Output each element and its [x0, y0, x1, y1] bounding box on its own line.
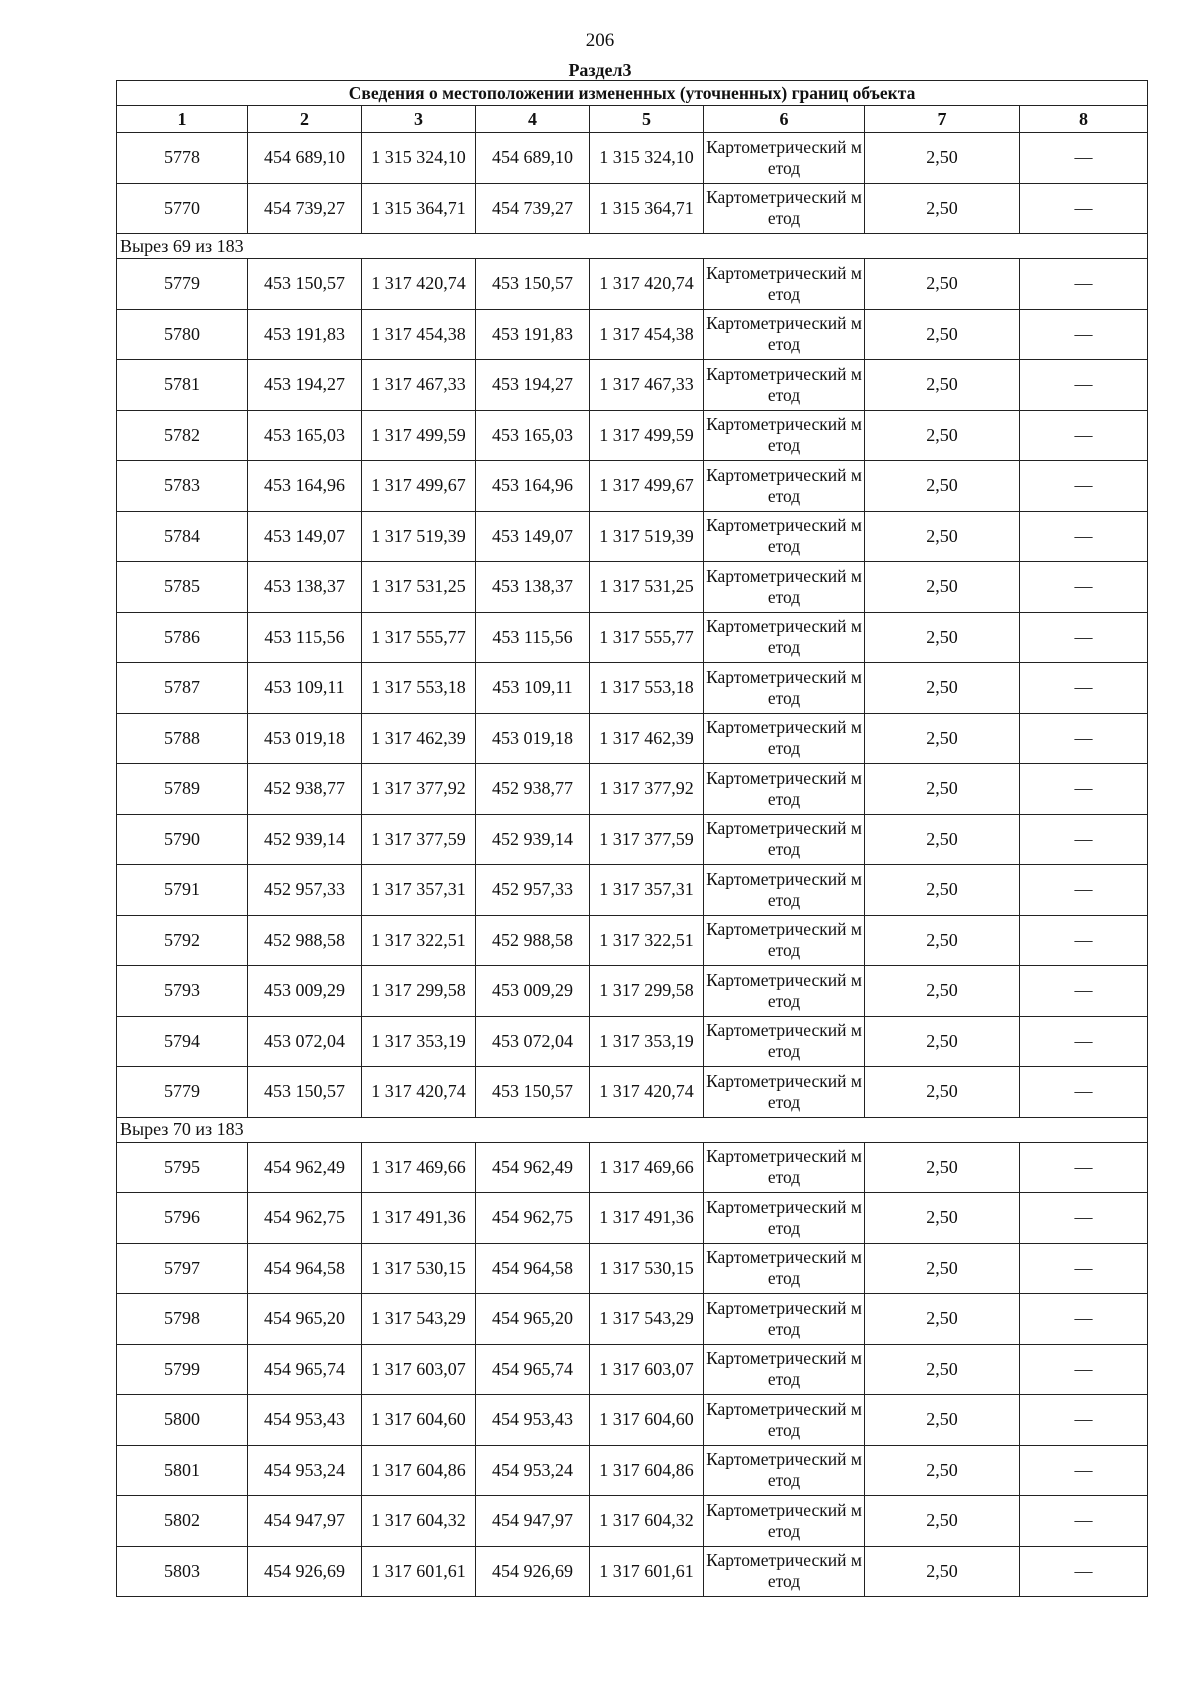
point-number-cell: 5779 [117, 259, 248, 310]
point-number-cell: 5785 [117, 562, 248, 613]
method-cell: Картометрический метод [704, 360, 865, 411]
x-new-cell: 454 953,24 [476, 1445, 590, 1496]
x-new-cell: 453 009,29 [476, 966, 590, 1017]
x-old-cell: 452 938,77 [248, 764, 362, 815]
method-cell: Картометрический метод [704, 133, 865, 184]
x-old-cell: 453 149,07 [248, 511, 362, 562]
accuracy-cell: 2,50 [865, 1067, 1020, 1118]
description-cell: — [1020, 713, 1148, 764]
description-cell: — [1020, 1067, 1148, 1118]
description-cell: — [1020, 814, 1148, 865]
y-old-cell: 1 315 364,71 [362, 183, 476, 234]
y-new-cell: 1 317 357,31 [590, 865, 704, 916]
x-old-cell: 454 953,43 [248, 1395, 362, 1446]
accuracy-cell: 2,50 [865, 133, 1020, 184]
page-number: 206 [585, 30, 615, 51]
table-row [117, 461, 1148, 512]
x-new-cell: 454 739,27 [476, 183, 590, 234]
accuracy-cell: 2,50 [865, 814, 1020, 865]
point-number-cell: 5799 [117, 1344, 248, 1395]
y-new-cell: 1 315 364,71 [590, 183, 704, 234]
x-old-cell: 454 739,27 [248, 183, 362, 234]
x-new-cell: 453 150,57 [476, 1067, 590, 1118]
method-cell: Картометрический метод [704, 259, 865, 310]
table-row [117, 1142, 1148, 1193]
table-row [117, 1445, 1148, 1496]
y-new-cell: 1 317 454,38 [590, 309, 704, 360]
method-cell: Картометрический метод [704, 1546, 865, 1597]
method-cell: Картометрический метод [704, 1496, 865, 1547]
x-new-cell: 453 109,11 [476, 663, 590, 714]
accuracy-cell: 2,50 [865, 764, 1020, 815]
x-new-cell: 452 938,77 [476, 764, 590, 815]
column-header: 7 [865, 106, 1020, 133]
description-cell: — [1020, 309, 1148, 360]
column-header: 3 [362, 106, 476, 133]
y-new-cell: 1 317 420,74 [590, 259, 704, 310]
method-cell: Картометрический метод [704, 915, 865, 966]
x-new-cell: 453 115,56 [476, 612, 590, 663]
y-old-cell: 1 317 377,92 [362, 764, 476, 815]
description-cell: — [1020, 562, 1148, 613]
method-cell: Картометрический метод [704, 1344, 865, 1395]
description-cell: — [1020, 360, 1148, 411]
x-old-cell: 454 965,74 [248, 1344, 362, 1395]
y-old-cell: 1 317 454,38 [362, 309, 476, 360]
point-number-cell: 5780 [117, 309, 248, 360]
method-cell: Картометрический метод [704, 1243, 865, 1294]
column-header: 6 [704, 106, 865, 133]
description-cell: — [1020, 663, 1148, 714]
accuracy-cell: 2,50 [865, 360, 1020, 411]
y-old-cell: 1 317 604,60 [362, 1395, 476, 1446]
point-number-cell: 5803 [117, 1546, 248, 1597]
accuracy-cell: 2,50 [865, 1142, 1020, 1193]
method-cell: Картометрический метод [704, 1395, 865, 1446]
point-number-cell: 5802 [117, 1496, 248, 1547]
point-number-cell: 5789 [117, 764, 248, 815]
method-cell: Картометрический метод [704, 713, 865, 764]
accuracy-cell: 2,50 [865, 1496, 1020, 1547]
x-new-cell: 453 019,18 [476, 713, 590, 764]
accuracy-cell: 2,50 [865, 183, 1020, 234]
method-cell: Картометрический метод [704, 1142, 865, 1193]
x-new-cell: 453 194,27 [476, 360, 590, 411]
accuracy-cell: 2,50 [865, 410, 1020, 461]
method-cell: Картометрический метод [704, 1016, 865, 1067]
y-new-cell: 1 317 601,61 [590, 1546, 704, 1597]
method-cell: Картометрический метод [704, 1445, 865, 1496]
table-row [117, 309, 1148, 360]
y-old-cell: 1 315 324,10 [362, 133, 476, 184]
table-row [117, 1067, 1148, 1118]
x-old-cell: 453 164,96 [248, 461, 362, 512]
method-cell: Картометрический метод [704, 612, 865, 663]
x-new-cell: 453 164,96 [476, 461, 590, 512]
table-row [117, 1294, 1148, 1345]
x-old-cell: 453 109,11 [248, 663, 362, 714]
y-new-cell: 1 315 324,10 [590, 133, 704, 184]
point-number-cell: 5800 [117, 1395, 248, 1446]
accuracy-cell: 2,50 [865, 309, 1020, 360]
y-new-cell: 1 317 299,58 [590, 966, 704, 1017]
y-new-cell: 1 317 499,59 [590, 410, 704, 461]
x-new-cell: 454 962,75 [476, 1193, 590, 1244]
accuracy-cell: 2,50 [865, 663, 1020, 714]
point-number-cell: 5788 [117, 713, 248, 764]
point-number-cell: 5770 [117, 183, 248, 234]
method-cell: Картометрический метод [704, 966, 865, 1017]
accuracy-cell: 2,50 [865, 1243, 1020, 1294]
point-number-cell: 5791 [117, 865, 248, 916]
table-row [117, 183, 1148, 234]
point-number-cell: 5786 [117, 612, 248, 663]
x-new-cell: 454 965,74 [476, 1344, 590, 1395]
y-old-cell: 1 317 357,31 [362, 865, 476, 916]
boundary-coordinates-table [116, 80, 1148, 1597]
method-cell: Картометрический метод [704, 183, 865, 234]
table-row [117, 663, 1148, 714]
table-row [117, 1344, 1148, 1395]
x-new-cell: 452 939,14 [476, 814, 590, 865]
table-row [117, 1193, 1148, 1244]
description-cell: — [1020, 1546, 1148, 1597]
point-number-cell: 5783 [117, 461, 248, 512]
y-old-cell: 1 317 322,51 [362, 915, 476, 966]
accuracy-cell: 2,50 [865, 1395, 1020, 1446]
y-old-cell: 1 317 469,66 [362, 1142, 476, 1193]
column-header: 5 [590, 106, 704, 133]
y-old-cell: 1 317 462,39 [362, 713, 476, 764]
x-old-cell: 454 964,58 [248, 1243, 362, 1294]
y-new-cell: 1 317 530,15 [590, 1243, 704, 1294]
y-old-cell: 1 317 467,33 [362, 360, 476, 411]
description-cell: — [1020, 259, 1148, 310]
y-old-cell: 1 317 601,61 [362, 1546, 476, 1597]
description-cell: — [1020, 1496, 1148, 1547]
table-row [117, 410, 1148, 461]
method-cell: Картометрический метод [704, 1294, 865, 1345]
table-row [117, 360, 1148, 411]
column-header: 1 [117, 106, 248, 133]
point-number-cell: 5778 [117, 133, 248, 184]
point-number-cell: 5790 [117, 814, 248, 865]
x-new-cell: 453 150,57 [476, 259, 590, 310]
group-row [117, 1117, 1148, 1142]
group-label: Вырез 70 из 183 [117, 1117, 1148, 1142]
table-row [117, 511, 1148, 562]
accuracy-cell: 2,50 [865, 966, 1020, 1017]
accuracy-cell: 2,50 [865, 461, 1020, 512]
x-new-cell: 453 138,37 [476, 562, 590, 613]
point-number-cell: 5787 [117, 663, 248, 714]
y-old-cell: 1 317 531,25 [362, 562, 476, 613]
method-cell: Картометрический метод [704, 410, 865, 461]
x-new-cell: 454 947,97 [476, 1496, 590, 1547]
x-old-cell: 452 988,58 [248, 915, 362, 966]
accuracy-cell: 2,50 [865, 865, 1020, 916]
description-cell: — [1020, 612, 1148, 663]
description-cell: — [1020, 915, 1148, 966]
y-old-cell: 1 317 604,86 [362, 1445, 476, 1496]
x-new-cell: 454 964,58 [476, 1243, 590, 1294]
y-old-cell: 1 317 604,32 [362, 1496, 476, 1547]
y-old-cell: 1 317 555,77 [362, 612, 476, 663]
description-cell: — [1020, 133, 1148, 184]
table-row [117, 1016, 1148, 1067]
x-old-cell: 453 115,56 [248, 612, 362, 663]
description-cell: — [1020, 511, 1148, 562]
column-header: 2 [248, 106, 362, 133]
y-new-cell: 1 317 519,39 [590, 511, 704, 562]
description-cell: — [1020, 1294, 1148, 1345]
table-row [117, 865, 1148, 916]
y-new-cell: 1 317 543,29 [590, 1294, 704, 1345]
column-header: 4 [476, 106, 590, 133]
y-old-cell: 1 317 420,74 [362, 259, 476, 310]
accuracy-cell: 2,50 [865, 1294, 1020, 1345]
x-old-cell: 453 138,37 [248, 562, 362, 613]
y-old-cell: 1 317 530,15 [362, 1243, 476, 1294]
x-old-cell: 453 009,29 [248, 966, 362, 1017]
description-cell: — [1020, 1344, 1148, 1395]
x-old-cell: 454 953,24 [248, 1445, 362, 1496]
y-new-cell: 1 317 553,18 [590, 663, 704, 714]
description-cell: — [1020, 1142, 1148, 1193]
table-row [117, 133, 1148, 184]
table-row [117, 713, 1148, 764]
description-cell: — [1020, 764, 1148, 815]
accuracy-cell: 2,50 [865, 1344, 1020, 1395]
x-old-cell: 454 962,75 [248, 1193, 362, 1244]
section-title: Раздел3 [568, 60, 632, 80]
x-new-cell: 453 149,07 [476, 511, 590, 562]
table-row [117, 915, 1148, 966]
x-old-cell: 452 957,33 [248, 865, 362, 916]
y-old-cell: 1 317 491,36 [362, 1193, 476, 1244]
method-cell: Картометрический метод [704, 511, 865, 562]
method-cell: Картометрический метод [704, 814, 865, 865]
x-new-cell: 454 965,20 [476, 1294, 590, 1345]
table-row [117, 1496, 1148, 1547]
point-number-cell: 5797 [117, 1243, 248, 1294]
accuracy-cell: 2,50 [865, 1546, 1020, 1597]
y-new-cell: 1 317 469,66 [590, 1142, 704, 1193]
description-cell: — [1020, 461, 1148, 512]
x-old-cell: 453 150,57 [248, 1067, 362, 1118]
accuracy-cell: 2,50 [865, 612, 1020, 663]
y-old-cell: 1 317 299,58 [362, 966, 476, 1017]
y-old-cell: 1 317 353,19 [362, 1016, 476, 1067]
y-new-cell: 1 317 322,51 [590, 915, 704, 966]
table-row [117, 966, 1148, 1017]
y-old-cell: 1 317 603,07 [362, 1344, 476, 1395]
description-cell: — [1020, 410, 1148, 461]
y-new-cell: 1 317 377,92 [590, 764, 704, 815]
y-new-cell: 1 317 603,07 [590, 1344, 704, 1395]
y-old-cell: 1 317 420,74 [362, 1067, 476, 1118]
accuracy-cell: 2,50 [865, 713, 1020, 764]
y-new-cell: 1 317 604,86 [590, 1445, 704, 1496]
y-old-cell: 1 317 543,29 [362, 1294, 476, 1345]
x-old-cell: 453 150,57 [248, 259, 362, 310]
x-new-cell: 454 962,49 [476, 1142, 590, 1193]
method-cell: Картометрический метод [704, 1193, 865, 1244]
x-old-cell: 453 019,18 [248, 713, 362, 764]
table-row [117, 764, 1148, 815]
x-old-cell: 453 191,83 [248, 309, 362, 360]
x-old-cell: 454 962,49 [248, 1142, 362, 1193]
point-number-cell: 5796 [117, 1193, 248, 1244]
x-new-cell: 454 953,43 [476, 1395, 590, 1446]
x-new-cell: 453 165,03 [476, 410, 590, 461]
x-old-cell: 454 689,10 [248, 133, 362, 184]
accuracy-cell: 2,50 [865, 915, 1020, 966]
accuracy-cell: 2,50 [865, 1193, 1020, 1244]
description-cell: — [1020, 1395, 1148, 1446]
x-old-cell: 454 965,20 [248, 1294, 362, 1345]
y-new-cell: 1 317 531,25 [590, 562, 704, 613]
method-cell: Картометрический метод [704, 663, 865, 714]
x-new-cell: 453 191,83 [476, 309, 590, 360]
accuracy-cell: 2,50 [865, 562, 1020, 613]
description-cell: — [1020, 1445, 1148, 1496]
description-cell: — [1020, 1243, 1148, 1294]
table-caption: Сведения о местоположении измененных (уточненных) границ объекта [117, 81, 1148, 106]
table-row [117, 1546, 1148, 1597]
x-new-cell: 452 957,33 [476, 865, 590, 916]
y-new-cell: 1 317 377,59 [590, 814, 704, 865]
table-row [117, 1243, 1148, 1294]
y-new-cell: 1 317 604,32 [590, 1496, 704, 1547]
point-number-cell: 5792 [117, 915, 248, 966]
point-number-cell: 5781 [117, 360, 248, 411]
method-cell: Картометрический метод [704, 1067, 865, 1118]
y-old-cell: 1 317 377,59 [362, 814, 476, 865]
method-cell: Картометрический метод [704, 461, 865, 512]
point-number-cell: 5782 [117, 410, 248, 461]
y-old-cell: 1 317 553,18 [362, 663, 476, 714]
table-row [117, 814, 1148, 865]
y-new-cell: 1 317 462,39 [590, 713, 704, 764]
method-cell: Картометрический метод [704, 309, 865, 360]
description-cell: — [1020, 966, 1148, 1017]
accuracy-cell: 2,50 [865, 511, 1020, 562]
point-number-cell: 5794 [117, 1016, 248, 1067]
y-old-cell: 1 317 519,39 [362, 511, 476, 562]
point-number-cell: 5801 [117, 1445, 248, 1496]
description-cell: — [1020, 1193, 1148, 1244]
x-new-cell: 452 988,58 [476, 915, 590, 966]
accuracy-cell: 2,50 [865, 259, 1020, 310]
x-old-cell: 453 194,27 [248, 360, 362, 411]
method-cell: Картометрический метод [704, 764, 865, 815]
y-new-cell: 1 317 604,60 [590, 1395, 704, 1446]
x-old-cell: 453 165,03 [248, 410, 362, 461]
method-cell: Картометрический метод [704, 562, 865, 613]
table-row [117, 612, 1148, 663]
description-cell: — [1020, 1016, 1148, 1067]
table-row [117, 1395, 1148, 1446]
group-label: Вырез 69 из 183 [117, 234, 1148, 259]
table-row [117, 562, 1148, 613]
y-old-cell: 1 317 499,59 [362, 410, 476, 461]
column-header: 8 [1020, 106, 1148, 133]
y-new-cell: 1 317 420,74 [590, 1067, 704, 1118]
y-new-cell: 1 317 467,33 [590, 360, 704, 411]
y-new-cell: 1 317 499,67 [590, 461, 704, 512]
x-new-cell: 454 926,69 [476, 1546, 590, 1597]
group-row [117, 234, 1148, 259]
point-number-cell: 5779 [117, 1067, 248, 1118]
x-old-cell: 454 926,69 [248, 1546, 362, 1597]
y-old-cell: 1 317 499,67 [362, 461, 476, 512]
x-new-cell: 453 072,04 [476, 1016, 590, 1067]
table-row [117, 259, 1148, 310]
description-cell: — [1020, 183, 1148, 234]
y-new-cell: 1 317 353,19 [590, 1016, 704, 1067]
point-number-cell: 5784 [117, 511, 248, 562]
x-old-cell: 454 947,97 [248, 1496, 362, 1547]
y-new-cell: 1 317 491,36 [590, 1193, 704, 1244]
x-old-cell: 453 072,04 [248, 1016, 362, 1067]
accuracy-cell: 2,50 [865, 1445, 1020, 1496]
x-old-cell: 452 939,14 [248, 814, 362, 865]
point-number-cell: 5793 [117, 966, 248, 1017]
point-number-cell: 5798 [117, 1294, 248, 1345]
y-new-cell: 1 317 555,77 [590, 612, 704, 663]
method-cell: Картометрический метод [704, 865, 865, 916]
description-cell: — [1020, 865, 1148, 916]
accuracy-cell: 2,50 [865, 1016, 1020, 1067]
point-number-cell: 5795 [117, 1142, 248, 1193]
x-new-cell: 454 689,10 [476, 133, 590, 184]
